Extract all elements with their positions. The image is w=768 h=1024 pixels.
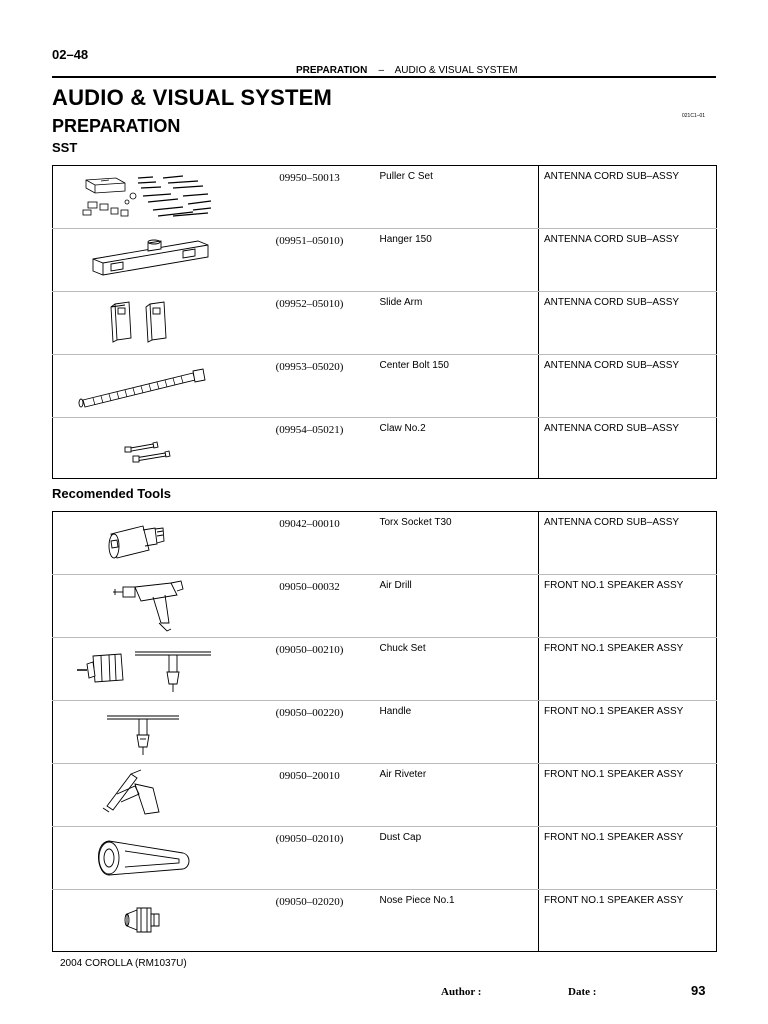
tool-image-cell	[53, 355, 242, 418]
tool-image-cell	[53, 229, 242, 292]
tool-name: Claw No.2	[378, 418, 539, 479]
table-row	[53, 638, 717, 701]
tool-name: Nose Piece No.1	[378, 890, 539, 952]
tool-name: Hanger 150	[378, 229, 539, 292]
page-title: AUDIO & VISUAL SYSTEM	[52, 85, 333, 110]
puller-set-icon	[53, 166, 242, 229]
tool-name: Torx Socket T30	[378, 512, 539, 575]
part-number: (09951–05010)	[242, 229, 378, 292]
applicable-part: ANTENNA CORD SUB–ASSY	[539, 512, 717, 575]
page-code: 02–48	[52, 47, 89, 62]
tool-image-cell	[53, 890, 242, 952]
running-header-name: AUDIO & VISUAL SYSTEM	[394, 65, 518, 76]
part-number: (09953–05020)	[242, 355, 378, 418]
chuck-set-icon	[53, 638, 242, 701]
tool-name: Handle	[378, 701, 539, 764]
table-row	[53, 827, 717, 890]
hanger-icon	[53, 229, 242, 292]
tool-name: Dust Cap	[378, 827, 539, 890]
tool-image-cell	[53, 512, 242, 575]
part-number: (09050–00210)	[242, 638, 378, 701]
slide-arm-icon	[53, 292, 242, 355]
tool-name: Chuck Set	[378, 638, 539, 701]
dust-cap-icon	[53, 827, 242, 890]
tool-image-cell	[53, 701, 242, 764]
applicable-part: FRONT NO.1 SPEAKER ASSY	[539, 575, 717, 638]
sst-table	[52, 165, 717, 479]
tool-image-cell	[53, 166, 242, 229]
running-header-separator: –	[378, 65, 384, 76]
part-number: (09952–05010)	[242, 292, 378, 355]
part-number: 09050–20010	[242, 764, 378, 827]
tool-name: Puller C Set	[378, 166, 539, 229]
part-number: (09050–02020)	[242, 890, 378, 952]
applicable-part: ANTENNA CORD SUB–ASSY	[539, 229, 717, 292]
applicable-part: ANTENNA CORD SUB–ASSY	[539, 166, 717, 229]
applicable-part: ANTENNA CORD SUB–ASSY	[539, 418, 717, 479]
part-number: 09050–00032	[242, 575, 378, 638]
footer-date-label: Date :	[568, 986, 597, 998]
table-row	[53, 292, 717, 355]
applicable-part: FRONT NO.1 SPEAKER ASSY	[539, 890, 717, 952]
part-number: (09050–00220)	[242, 701, 378, 764]
tool-image-cell	[53, 292, 242, 355]
table-row	[53, 229, 717, 292]
applicable-part: ANTENNA CORD SUB–ASSY	[539, 292, 717, 355]
applicable-part: FRONT NO.1 SPEAKER ASSY	[539, 701, 717, 764]
sst-heading: SST	[52, 140, 78, 155]
footer-author-label: Author :	[441, 986, 482, 998]
nose-piece-icon	[53, 890, 242, 952]
table-row	[53, 166, 717, 229]
torx-socket-icon	[53, 512, 242, 575]
table-row	[53, 575, 717, 638]
tool-name: Slide Arm	[378, 292, 539, 355]
tool-image-cell	[53, 827, 242, 890]
header-rule	[52, 76, 716, 78]
table-row	[53, 512, 717, 575]
tool-name: Air Riveter	[378, 764, 539, 827]
footer-model: 2004 COROLLA (RM1037U)	[60, 958, 187, 969]
chuck-handle-icon	[53, 701, 242, 764]
applicable-part: FRONT NO.1 SPEAKER ASSY	[539, 638, 717, 701]
reference-code: 021C1–01	[682, 113, 706, 119]
table-row	[53, 701, 717, 764]
applicable-part: FRONT NO.1 SPEAKER ASSY	[539, 827, 717, 890]
table-row	[53, 355, 717, 418]
tool-name: Air Drill	[378, 575, 539, 638]
footer-page-number: 93	[691, 983, 706, 998]
part-number: (09954–05021)	[242, 418, 378, 479]
running-header	[296, 65, 518, 76]
table-row	[53, 418, 717, 479]
part-number: 09950–50013	[242, 166, 378, 229]
tool-image-cell	[53, 764, 242, 827]
recommended-tools-table	[52, 511, 717, 952]
table-row	[53, 890, 717, 952]
page-subtitle: PREPARATION	[52, 116, 181, 136]
tool-image-cell	[53, 638, 242, 701]
part-number: (09050–02010)	[242, 827, 378, 890]
running-header-section: PREPARATION	[296, 65, 368, 76]
part-number: 09042–00010	[242, 512, 378, 575]
tool-name: Center Bolt 150	[378, 355, 539, 418]
center-bolt-icon	[53, 355, 242, 418]
recommended-tools-heading: Recomended Tools	[52, 486, 171, 501]
claw-icon	[53, 418, 242, 479]
applicable-part: FRONT NO.1 SPEAKER ASSY	[539, 764, 717, 827]
tool-image-cell	[53, 575, 242, 638]
table-row	[53, 764, 717, 827]
applicable-part: ANTENNA CORD SUB–ASSY	[539, 355, 717, 418]
air-drill-icon	[53, 575, 242, 638]
tool-image-cell	[53, 418, 242, 479]
air-riveter-icon	[53, 764, 242, 827]
